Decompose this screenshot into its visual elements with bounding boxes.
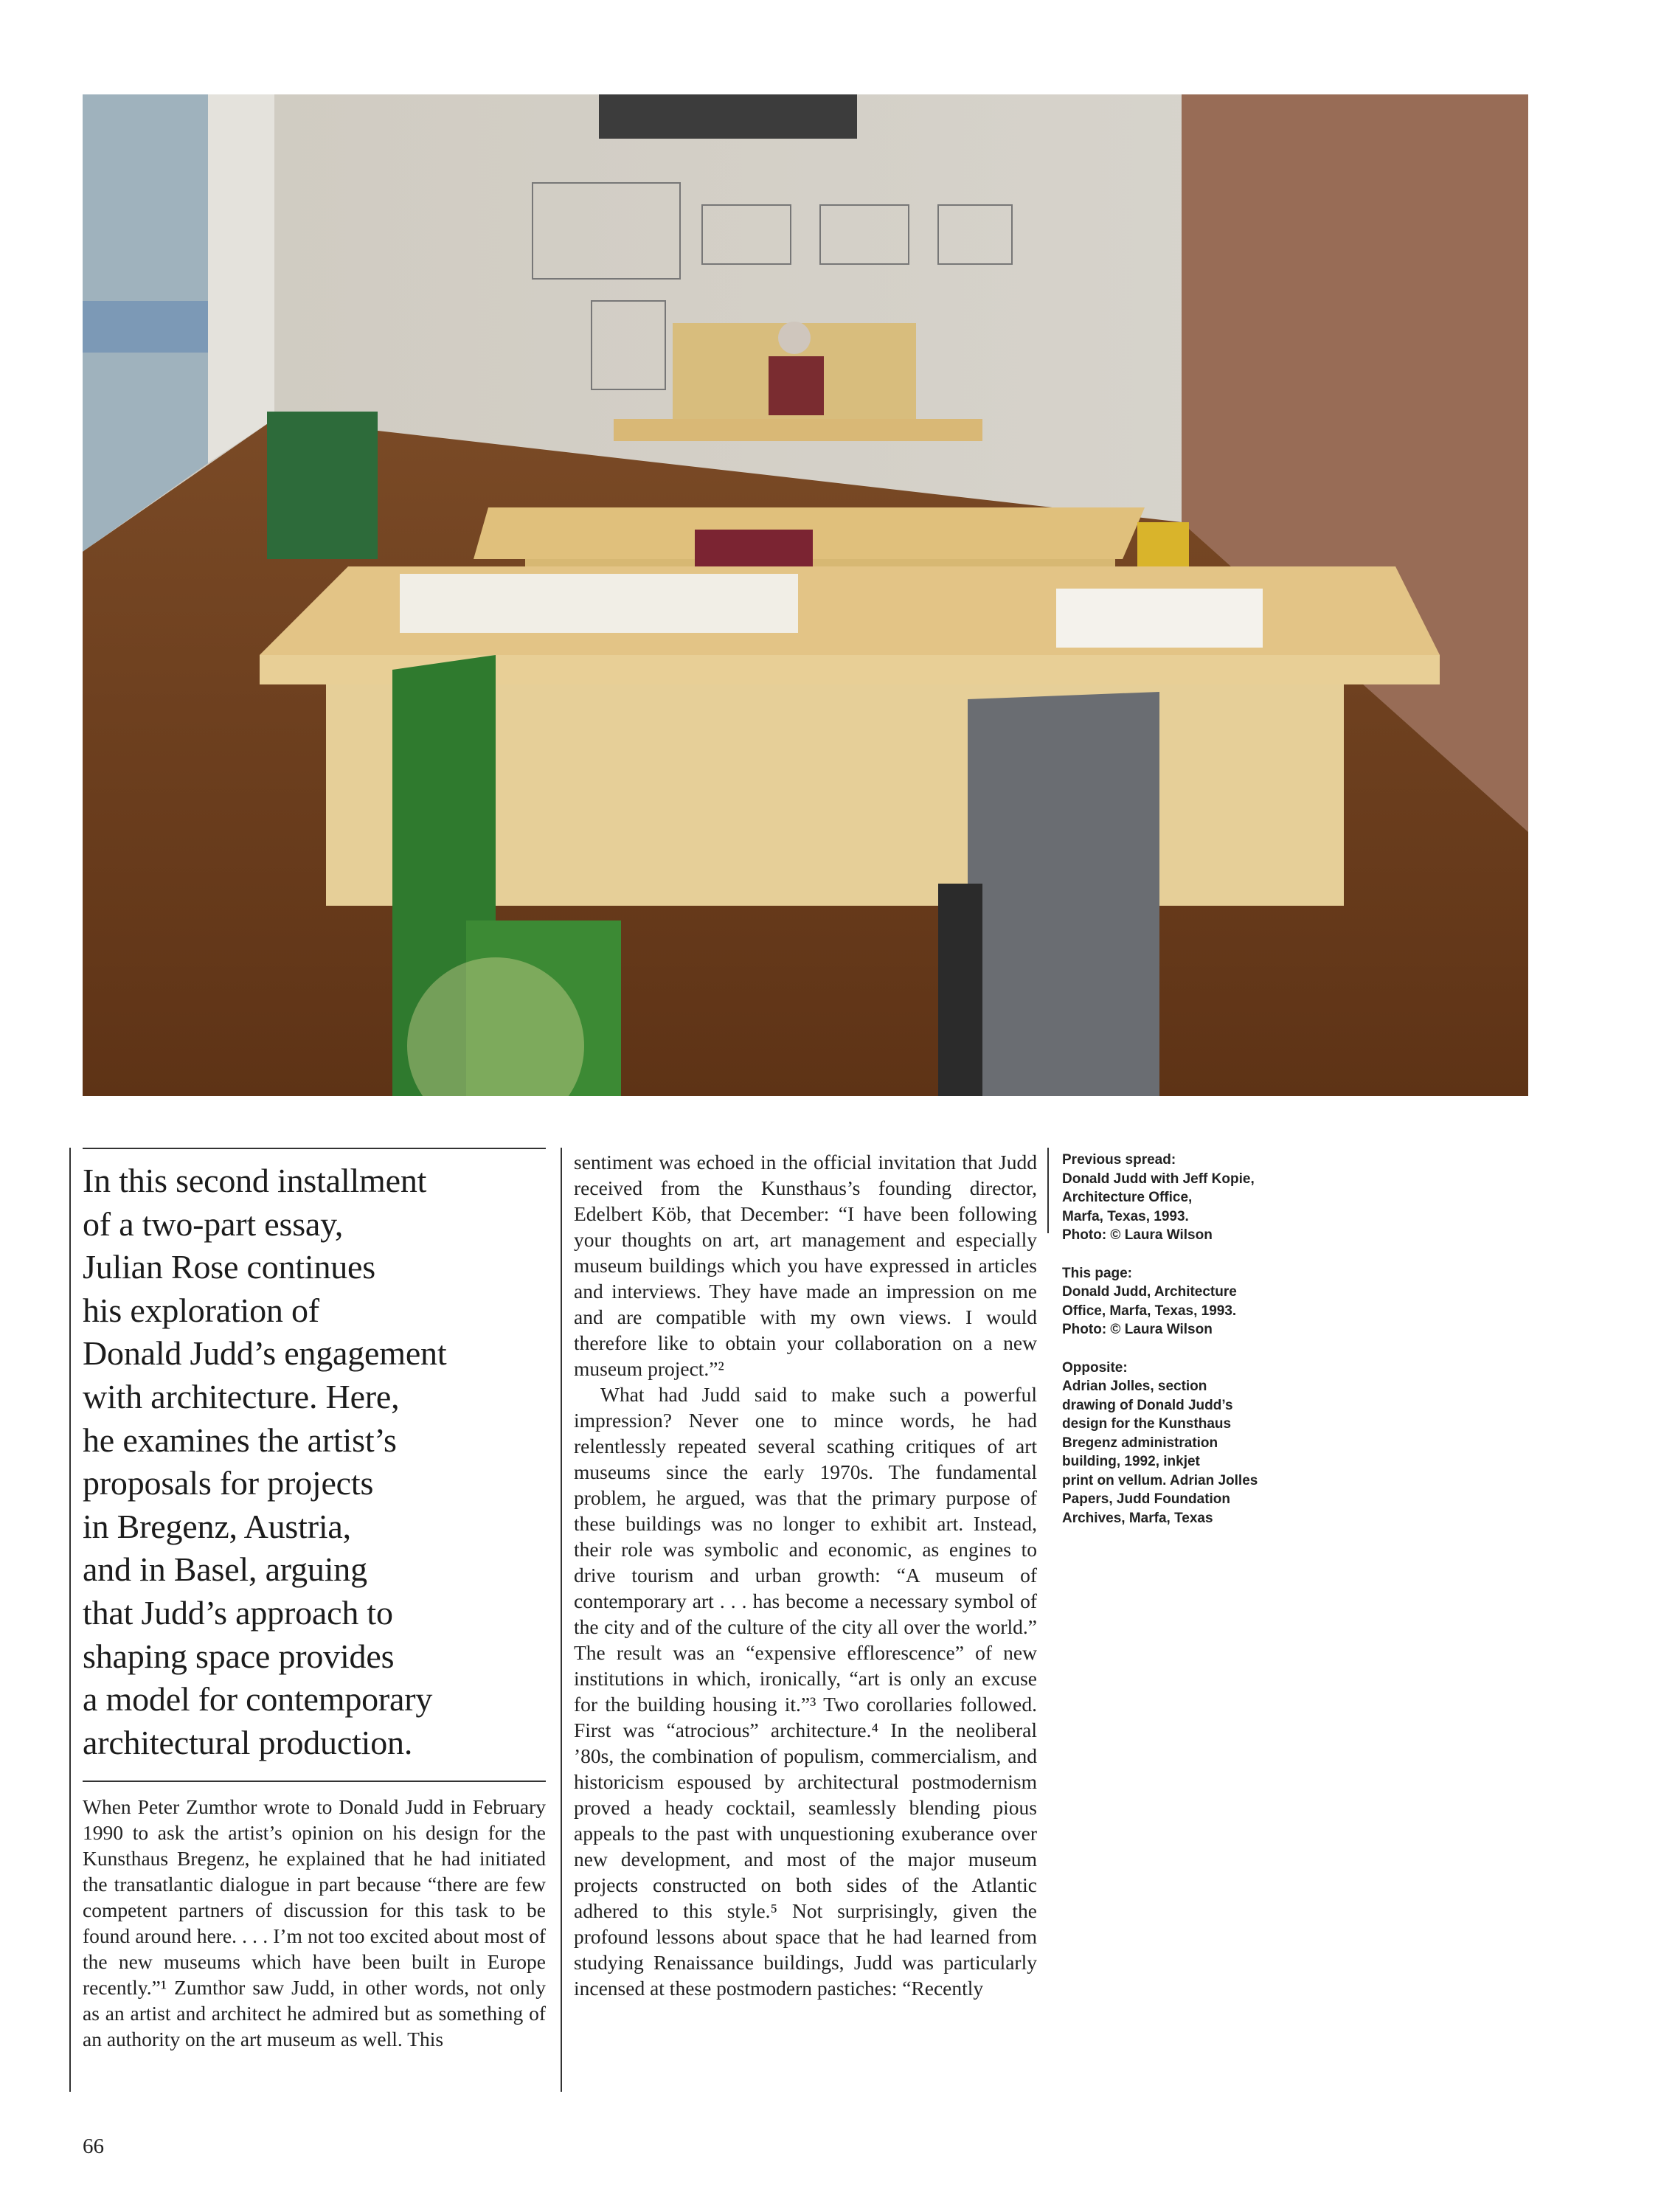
left-column-rule [69, 1148, 71, 2092]
body-paragraph: When Peter Zumthor wrote to Donald Judd in February 1990 to ask the artist’s opinion on his design for the Kunsthaus Bregenz, he explained that he had initiated the transatlantic dialogue in part because “there are few competent partners of discussion for this task to be found around here. . . . I’m not too excited about most of the new museums which have been built in Europe recently.”¹ Zumthor saw Judd, in other words, not only as an artist and architect he admired but as something of an authority on the art museum as well. This [83, 1795, 546, 2050]
body-column-2 [574, 1149, 1037, 2001]
page-number: 66 [83, 2135, 104, 2158]
caption-previous-spread: Previous spread: Donald Judd with Jeff Kopie, Architecture Office, Marfa, Texas, 1993. Photo: © Laura Wilson [1062, 1152, 1255, 1243]
office-photo [83, 94, 1528, 1096]
standfirst-bottom-rule [83, 1781, 546, 1782]
middle-column-rule [561, 1148, 562, 2092]
caption-this-page: This page: Donald Judd, Architecture Office, Marfa, Texas, 1993. Photo: © Laura Wilson [1062, 1265, 1237, 1337]
body-paragraph: What had Judd said to make such a powerful impression? Never one to mince words, he had relentlessly repeated several scathing critiques of art museums since the early 1970s. The fundamental problem, he argued, was that the primary purpose of these buildings was no longer to exhibit art. Instead, their role was symbolic and economic, as engines to drive tourism and urban growth: “A museum of contemporary art . . . has become a necessary symbol of the city and of the culture of the city all over the world.” The result was an “expensive efflorescence” of new institutions in which, ironically, “art is only an excuse for the building housing it.”³ Two corollaries followed. First was “atrocious” architecture.⁴ In the neoliberal ’80s, the combination of populism, commercialism, and historicism espoused by architectural postmodernism proved a heady cocktail, seamlessly blending pious appeals to the past with unquestioning exuberance over new development, and most of the major museum projects constructed on both sides of the Atlantic adhered to this style.⁵ Not surprisingly, given the profound lessons about space that he had learned from studying Renaissance buildings, Judd was particularly incensed at these postmodern pastiches: “Recently [574, 1383, 1037, 2000]
body-column-1 [83, 1794, 546, 2052]
caption-column [1062, 1151, 1305, 1547]
standfirst-top-rule [83, 1148, 546, 1149]
body-paragraph: sentiment was echoed in the official invitation that Judd received from the Kunsthaus’s founding director, Edelbert Köb, that December: “I have been following your thoughts on art, art management and especially museum buildings which you have expressed in articles and interviews. They have made an impression on me and are compatible with my own views. I would therefore like to obtain your collaboration on a new museum project.”² [574, 1151, 1037, 1380]
caption-opposite: Opposite: Adrian Jolles, section drawing of Donald Judd’s design for the Kunsthaus Bregenz administration building, 1992, inkjet print on vellum. Adrian Jolles Papers, Judd Foundation Archives, Marfa, Texas [1062, 1359, 1258, 1526]
standfirst: In this second installment of a two-part essay, Julian Rose continues his exploration of Donald Judd’s engagement with architecture. Here, he examines the artist’s proposals for projects in Bregenz, Austria, and in Basel, arguing that Judd’s approach to shaping space provides a model for contemporary architectural production. [83, 1162, 447, 1761]
caption-column-rule [1047, 1148, 1049, 1233]
